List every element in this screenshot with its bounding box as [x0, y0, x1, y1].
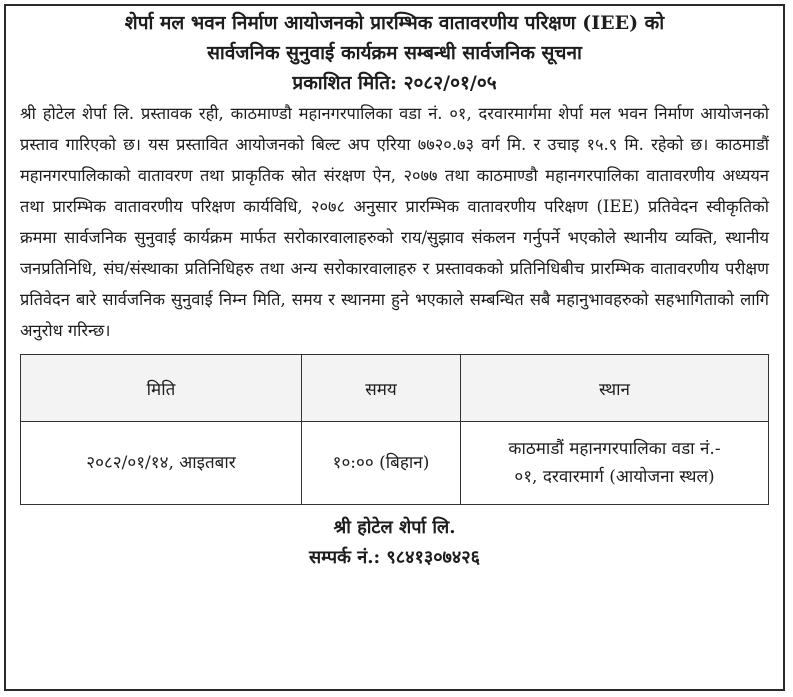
venue-line-1: काठमाडौं महानगरपालिका वडा नं.-: [508, 439, 721, 459]
schedule-header-row: [21, 355, 769, 422]
header-time: समय: [302, 355, 461, 422]
table-row: [21, 422, 769, 505]
schedule-table: [20, 354, 769, 505]
cell-date: २०८२/०१/१४, आइतबार: [21, 422, 302, 505]
title-line-2: सार्वजनिक सुनुवाई कार्यक्रम सम्बन्धी सार्वजनिक सूचना: [207, 42, 582, 64]
cell-time: १०:०० (बिहान): [302, 422, 461, 505]
contact-number: सम्पर्क नं.: ९८४१३०७४२६: [309, 547, 480, 568]
header-date: मिति: [21, 355, 302, 422]
venue-line-2: ०१, दरवारमार्ग (आयोजना स्थल): [514, 467, 715, 487]
notice-body: श्री होटेल शेर्पा लि. प्रस्तावक रही, काठमाण्डौ महानगरपालिका वडा नं. ०१, दरवारमार्गमा शेर्पा मल भवन निर्माण आयोजनको प्रस्ताव गारिएको छ। यस प्रस्तावित आयोजनको बिल्ट अप एरिया ७७२०.७३ वर्ग मि. र उचाइ १५.९ मि. रहेको छ। काठमाडौं महानगरपालिकाको वातावरण तथा प्राकृतिक स्रोत संरक्षण ऐन, २०७७ तथा काठमाण्डौ महानगरपालिका वातावरणीय अध्ययन तथा प्रारम्भिक वातावरणीय परिक्षण कार्यविधि, २०७८ अनुसार प्रारम्भिक वातावरणीय परिक्षण (IEE) प्रतिवेदन स्वीकृतिको क्रममा सार्वजनिक सुनुवाई कार्यक्रम मार्फत सरोकारवालाहरुको राय/सुझाव संकलन गर्नुपर्ने भएकोले स्थानीय व्यक्ति, स्थानीय जनप्रतिनिधि, संघ/संस्थाका प्रतिनिधिहरु तथा अन्य सरोकारवालाहरु र प्रस्तावकको प्रतिनिधिबीच प्रारम्भिक वातावरणीय परीक्षण प्रतिवेदन बारे सार्वजनिक सुनुवाई निम्न मिति, समय र स्थानमा हुने भएकाले सम्बन्धित सबै महानुभावहरुको सहभागिताको लागि अनुरोध गरिन्छ।: [20, 104, 769, 340]
notice-footer: [20, 513, 769, 573]
public-notice: [4, 4, 785, 691]
notice-title: [20, 6, 769, 68]
organization-name: श्री होटेल शेर्पा लि.: [333, 517, 456, 538]
header-venue: स्थान: [461, 355, 769, 422]
published-date: प्रकाशित मिति: २०८२/०१/०५: [292, 72, 497, 94]
title-line-1: शेर्पा मल भवन निर्माण आयोजनको प्रारम्भिक वातावरणीय परिक्षण (IEE) को: [124, 12, 665, 34]
cell-venue: [461, 422, 769, 505]
